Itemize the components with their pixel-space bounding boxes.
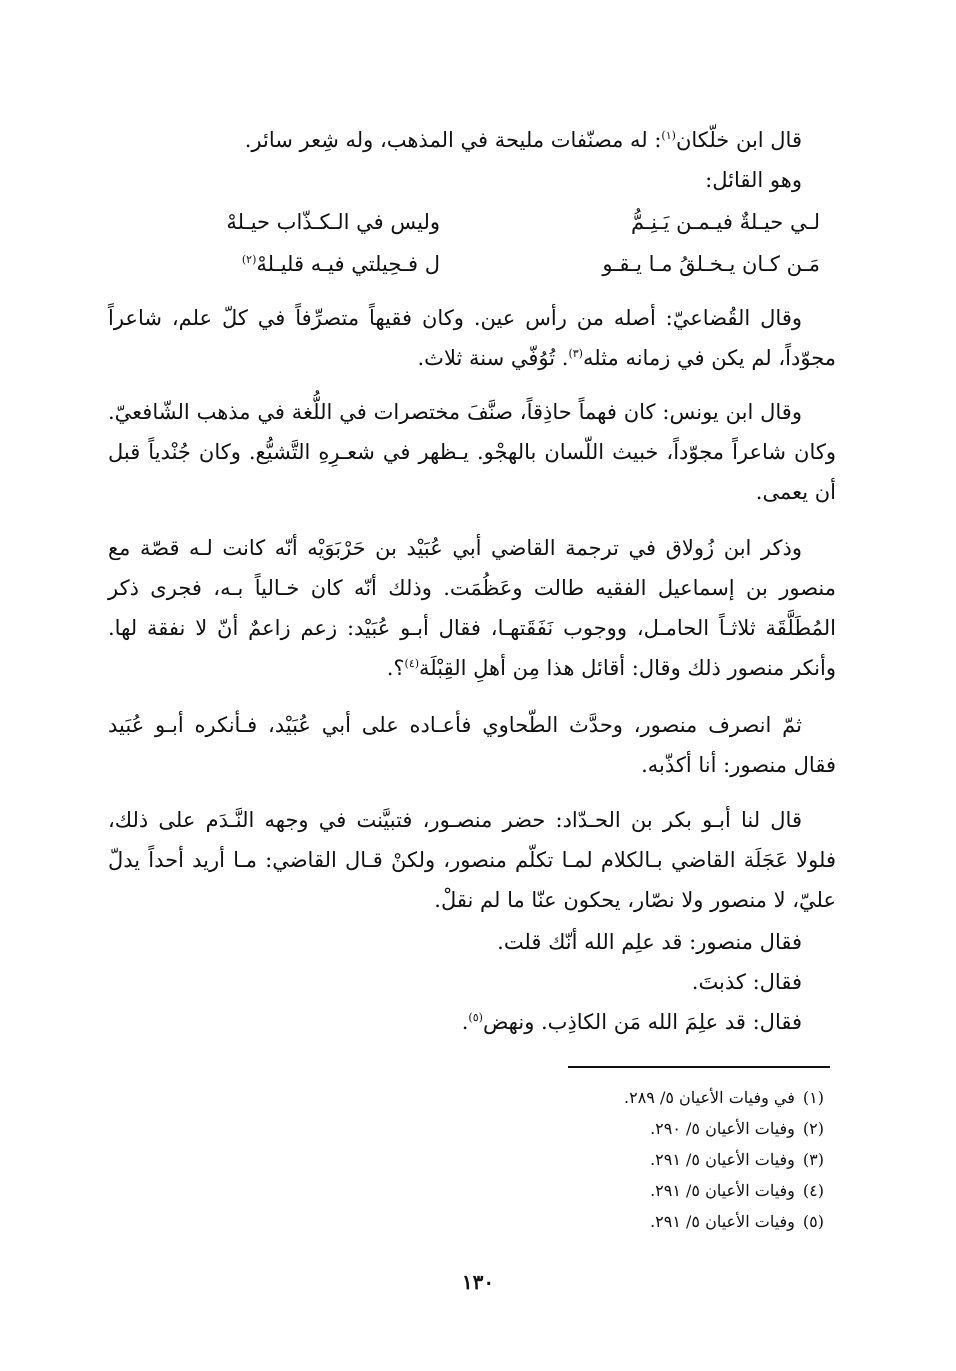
dialogue-line: فقال منصور: قد علِم الله أنّك قلت. <box>497 930 802 954</box>
verse-line <box>150 203 820 241</box>
paragraph <box>108 298 836 378</box>
paragraph-ibn-khallikan <box>108 120 836 200</box>
verse-hemistich: مَـن كـان يـخـلقُ مـا يـقـو <box>602 252 820 276</box>
paragraph-text: وقال القُضاعيّ: أصله من رأس عين. وكان فقيهاً متصرِّفاً في كلّ علم، شاعراً مجوّداً، لم يكن في زمانه مثله <box>108 306 836 370</box>
footnote-number: (٤) <box>802 1181 824 1200</box>
paragraph-text: قال ابن خلّكان <box>675 128 802 152</box>
verse-hemistich <box>242 245 440 283</box>
footnote-number: (١) <box>802 1088 824 1107</box>
footnote-number: (٢) <box>802 1119 824 1138</box>
dialogue-text: . <box>461 1010 469 1034</box>
footnote-ref: (٥) <box>468 1011 483 1024</box>
dialogue-line: فقال: كذبتَ. <box>691 970 802 994</box>
footnote <box>650 1178 824 1204</box>
footnote-ref: (٤) <box>404 657 420 670</box>
paragraph: قال لنا أبـو بكر بن الحـدّاد: حضر منصـور، فتبيَّنت في وجهه النَّـدَم على ذلك، فلولا عَجَلَة القاضي بـالكلام لمـا تكلّم منصور، ولكنْ قـال القاضي: مـا أريد أحداً يدلّ عليّ، لا منصور ولا نصّار، يحكون عنّا ما لم نقلْ. <box>108 808 836 912</box>
footnote-number: (٥) <box>802 1212 824 1231</box>
footnote-ref: (٣) <box>568 347 583 360</box>
footnote <box>650 1147 824 1173</box>
verse-hemistich: لـي حيـلةٌ فيـمـن يَـنِـمُّ <box>630 210 820 234</box>
verse-text: ل فـحِيلتي فيـه قليـلهْ <box>256 252 440 276</box>
footnote-number: (٣) <box>802 1150 824 1169</box>
paragraph-text: وذكر ابن زُولاق في ترجمة القاضي أبي عُبَيْد بن حَرْبَوَيْه أنّه كانت لـه قصّة مع منصور بن إسماعيل الفقيه طالت وعَظُمَت. وذلك أنّه كان خـالياً بـه، فجرى ذكر المُطَلَّقَة ثلاثـاً الحامـل، ووجوب نَفَقَتهـا، فقال أبـو عُبَيْد: زعم زاعمٌ أنّ لا نفقة لها. وأنكر منصور ذلك وقال: أقائل هذا مِن أهلِ القِبْلَة <box>108 536 836 680</box>
footnote-text: وفيات الأعيان ٥/ ٢٩٠. <box>650 1119 795 1138</box>
paragraph-line: وهو القائل: <box>705 168 802 192</box>
footnote-ref: (٢) <box>241 253 257 266</box>
paragraph-ibn-zulaq <box>108 528 836 688</box>
paragraph-line <box>108 120 836 160</box>
dialogue-text: فقال: قد علِمَ الله مَن الكاذِب. ونهض <box>482 1010 802 1034</box>
footnote-text: وفيات الأعيان ٥/ ٢٩١. <box>650 1181 795 1200</box>
footnote-ref: (١) <box>661 129 676 142</box>
paragraph-ibn-yunus <box>108 392 836 512</box>
paragraph: ثمّ انصرف منصور، وحدَّث الطّحاوي فأعـاده على أبي عُبَيْد، فـأنكره أبـو عُبَيد فقال منصور: أنا أكذّبه. <box>108 713 836 777</box>
paragraph-text: . تُوُفّي سنة ثلاث. <box>417 346 569 370</box>
footnote-separator <box>568 1066 830 1068</box>
footnote-text: وفيات الأعيان ٥/ ٢٩١. <box>650 1212 795 1231</box>
paragraph: وقال ابن يونس: كان فهماً حاذِقاً، صنَّفَ مختصرات في اللُّغة في مذهب الشّافعيّ. وكان شاعراً مجوّداً، خبيث اللّسان بالهجْو. يـظهر في شعـرِهِ التَّشيُّع. وكان جُنْدياً قبل أن يعمى. <box>108 400 836 504</box>
paragraph-ibn-haddad <box>108 800 836 920</box>
dialogue-line <box>108 1002 836 1042</box>
verse-line <box>150 245 820 283</box>
paragraph-tahawi <box>108 705 836 785</box>
footnote-text: وفيات الأعيان ٥/ ٢٩١. <box>650 1150 795 1169</box>
paragraph-text: : له مصنّفات مليحة في المذهب، وله شِعر سائر. <box>244 128 662 152</box>
verse-hemistich: وليس في الـكـذّاب حيـلهْ <box>226 210 440 234</box>
footnote-text: في وفيات الأعيان ٥/ ٢٨٩. <box>624 1088 795 1107</box>
page-number: ١٣٠ <box>461 1270 495 1294</box>
paragraph <box>108 528 836 688</box>
paragraph-text: ؟. <box>386 656 405 680</box>
dialogue-block <box>108 922 836 1042</box>
footnote <box>624 1085 824 1111</box>
footnote <box>650 1116 824 1142</box>
paragraph-qudai <box>108 298 836 378</box>
footnote <box>650 1209 824 1235</box>
